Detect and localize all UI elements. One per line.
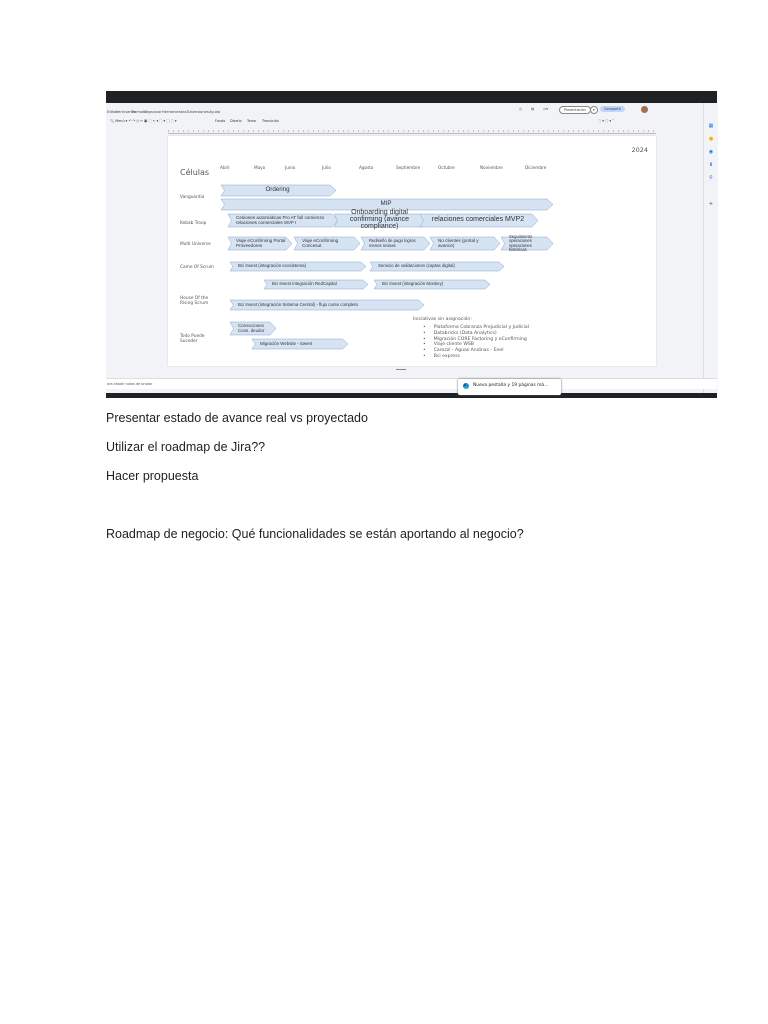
month-label: Diciembre [525, 165, 547, 170]
roadmap-bar-label-box [338, 209, 421, 230]
month-label: Abril [220, 165, 230, 170]
roadmap-bar-label-box [236, 236, 286, 253]
toolbar-transition[interactable]: Transición [262, 119, 279, 123]
roadmap-bar-label-box [236, 213, 332, 230]
month-label: Noviembre [480, 165, 503, 170]
speaker-notes-bar[interactable] [106, 378, 717, 389]
tasks-icon[interactable]: ◉ [708, 149, 714, 155]
cell-label: Kebab Troop [180, 221, 207, 226]
roadmap-bar-label-box [509, 236, 547, 253]
roadmap-bar-label-box [438, 236, 494, 253]
toolbar-right-tools[interactable]: ⬚ ▾ ⬚ ▾ ˄ [598, 119, 614, 123]
month-label: Mayo [254, 165, 266, 170]
roadmap-bar-label-box [302, 236, 354, 253]
roadmap-bar-label-box [272, 279, 362, 292]
roadmap-bar-label: Bci Invest (integración ecosistema) [238, 263, 307, 269]
present-dropdown-icon[interactable]: ▾ [590, 106, 598, 114]
present-button[interactable]: Presentación [559, 106, 591, 114]
cell-label: House Of the Rising Scrum [180, 296, 209, 307]
keep-icon[interactable]: ● [708, 136, 714, 142]
comment-icon[interactable]: ▤ [531, 107, 535, 111]
document-line: Hacer propuesta [106, 469, 199, 483]
roadmap-bar-label-box [369, 236, 424, 253]
roadmap-bar-label-box [238, 299, 418, 313]
roadmap-bar-label: Servicio de validaciones (captas digital) [378, 263, 455, 269]
roadmap-bar-label-box [238, 321, 270, 338]
menu-item-view[interactable]: Ver [116, 110, 122, 114]
roadmap-bar-label: Seguimiento operaciones operaciones históricas [509, 234, 533, 252]
edge-icon [463, 383, 469, 389]
menu-item-edit[interactable]: Editar [107, 110, 118, 114]
notes-resize-handle[interactable] [396, 369, 406, 370]
slide-title: Células [180, 168, 210, 177]
roadmap-bar-label: Ordering [265, 186, 290, 194]
slide-canvas [168, 136, 656, 366]
toast-text: Nueva pestaña y 19 páginas má... [473, 383, 549, 388]
roadmap-bar-label: Bci Invest (integración Monkey) [382, 281, 444, 287]
roadmap-bar-label-box [260, 338, 342, 352]
roadmap-bar-label-box [225, 184, 330, 199]
cell-label: Todo Puede Suceder [180, 334, 205, 345]
browser-toast[interactable] [458, 379, 561, 395]
document-line: Utilizar el roadmap de Jira?? [106, 440, 266, 454]
menu-item-arrange[interactable]: Organizar [144, 110, 162, 114]
add-icon[interactable]: + [708, 201, 714, 207]
roadmap-bar-label: Cesiones automáticas Pro AT full comienzo relaciones comerciales MVP I [236, 214, 325, 225]
menu-item-tools[interactable]: Herramientas [162, 110, 187, 114]
speaker-notes-placeholder: ara añadir notas de orador [107, 382, 153, 386]
menu-item-extensions[interactable]: Extensiones [187, 110, 209, 114]
avatar[interactable] [641, 106, 648, 113]
month-label: Septiembre [396, 165, 421, 170]
roadmap-bar-label: Viaje eConfirming Portal Proveedores [236, 237, 286, 248]
month-label: Agosto [359, 165, 374, 170]
horizontal-ruler [168, 127, 656, 134]
list-item: • Plataforma Cobranza Prejudicial y Judicial [423, 325, 529, 331]
list-item: • Databricks (Data Analytics) [423, 331, 529, 337]
month-label: Octubre [438, 165, 455, 170]
roadmap-bar-label-box [378, 261, 498, 274]
toolbar-tools[interactable]: 🔍 Menú ▾ ↶ ↷ ⎙ ✂ ▣ ⬚ ↖ ▾ ⬚ ▾ ⬚ ⬚ ▾ [110, 119, 177, 123]
menu-bar [106, 103, 717, 114]
roadmap-bar-label: Rediseño de pago logros menos reúnas [369, 238, 416, 248]
meet-icon[interactable]: ▭▾ [543, 107, 548, 111]
unassigned-list [423, 325, 529, 360]
maps-icon[interactable]: ⚲ [709, 175, 713, 181]
roadmap-bar-label: Correcciones Cons. deudor [238, 323, 265, 333]
calendar-icon[interactable]: ▦ [708, 123, 714, 129]
history-icon[interactable]: ◷ [519, 107, 522, 111]
slides-window [106, 103, 717, 393]
roadmap-bar-label-box [424, 213, 532, 230]
share-button[interactable]: Compartir [600, 106, 625, 112]
month-label: Junio [285, 165, 296, 170]
roadmap-bar-label-box [382, 279, 484, 292]
roadmap-bar-label: Onboarding digital confirming (avance compliance) [349, 209, 410, 230]
contacts-icon[interactable]: ⬇ [708, 162, 714, 168]
slide-year: 2024 [631, 146, 648, 154]
roadmap-bar-label: MIP [380, 200, 392, 208]
menu-item-insert[interactable]: Insertar [122, 110, 136, 114]
roadmap-bar-label-box [238, 261, 360, 274]
roadmap-bar-label: Viaje eConfirming Concesut [302, 237, 339, 248]
list-item: • Viaje cliente WSB [423, 342, 529, 348]
roadmap-bar-label: relaciones comerciales MVP2 [431, 216, 525, 224]
cell-label: Came Of Scrum [180, 265, 214, 270]
embedded-screenshot [106, 91, 717, 398]
roadmap-bars [168, 136, 656, 366]
roadmap-bar-label: Bci Invest (integración Sistema Central) - flujo curse completo [238, 301, 359, 307]
cell-label: Multi Universe [180, 242, 211, 247]
toolbar-layout[interactable]: Diseño [230, 119, 242, 123]
roadmap-bar-label: Migración Website - Sweet [260, 340, 313, 346]
list-item: • Bci express [423, 354, 529, 360]
side-panel [703, 103, 718, 393]
toolbar-theme[interactable]: Tema [247, 119, 256, 123]
menu-item-help[interactable]: Ayuda [209, 110, 221, 114]
roadmap-bar-label: Bci Invest integración RedCapital [272, 281, 337, 287]
unassigned-heading: Iniciativas sin asignación: [413, 317, 472, 322]
month-label: Julio [322, 165, 331, 170]
list-item: • Carozzi - Aguas Andinas - Enel [423, 348, 529, 354]
document-line: Roadmap de negocio: Qué funcionalidades se están aportando al negocio? [106, 527, 524, 541]
toolbar-background[interactable]: Fondo [215, 119, 226, 123]
list-item: • Migración CORE Factoring y eConfirming [423, 337, 529, 343]
document-line: Presentar estado de avance real vs proyectado [106, 411, 368, 425]
menu-item-format[interactable]: Formato [132, 110, 147, 114]
cell-label: Vanguardia [180, 195, 205, 200]
roadmap-bar-label: No clientes (portal y avance) [438, 237, 479, 248]
toolbar [106, 117, 717, 124]
